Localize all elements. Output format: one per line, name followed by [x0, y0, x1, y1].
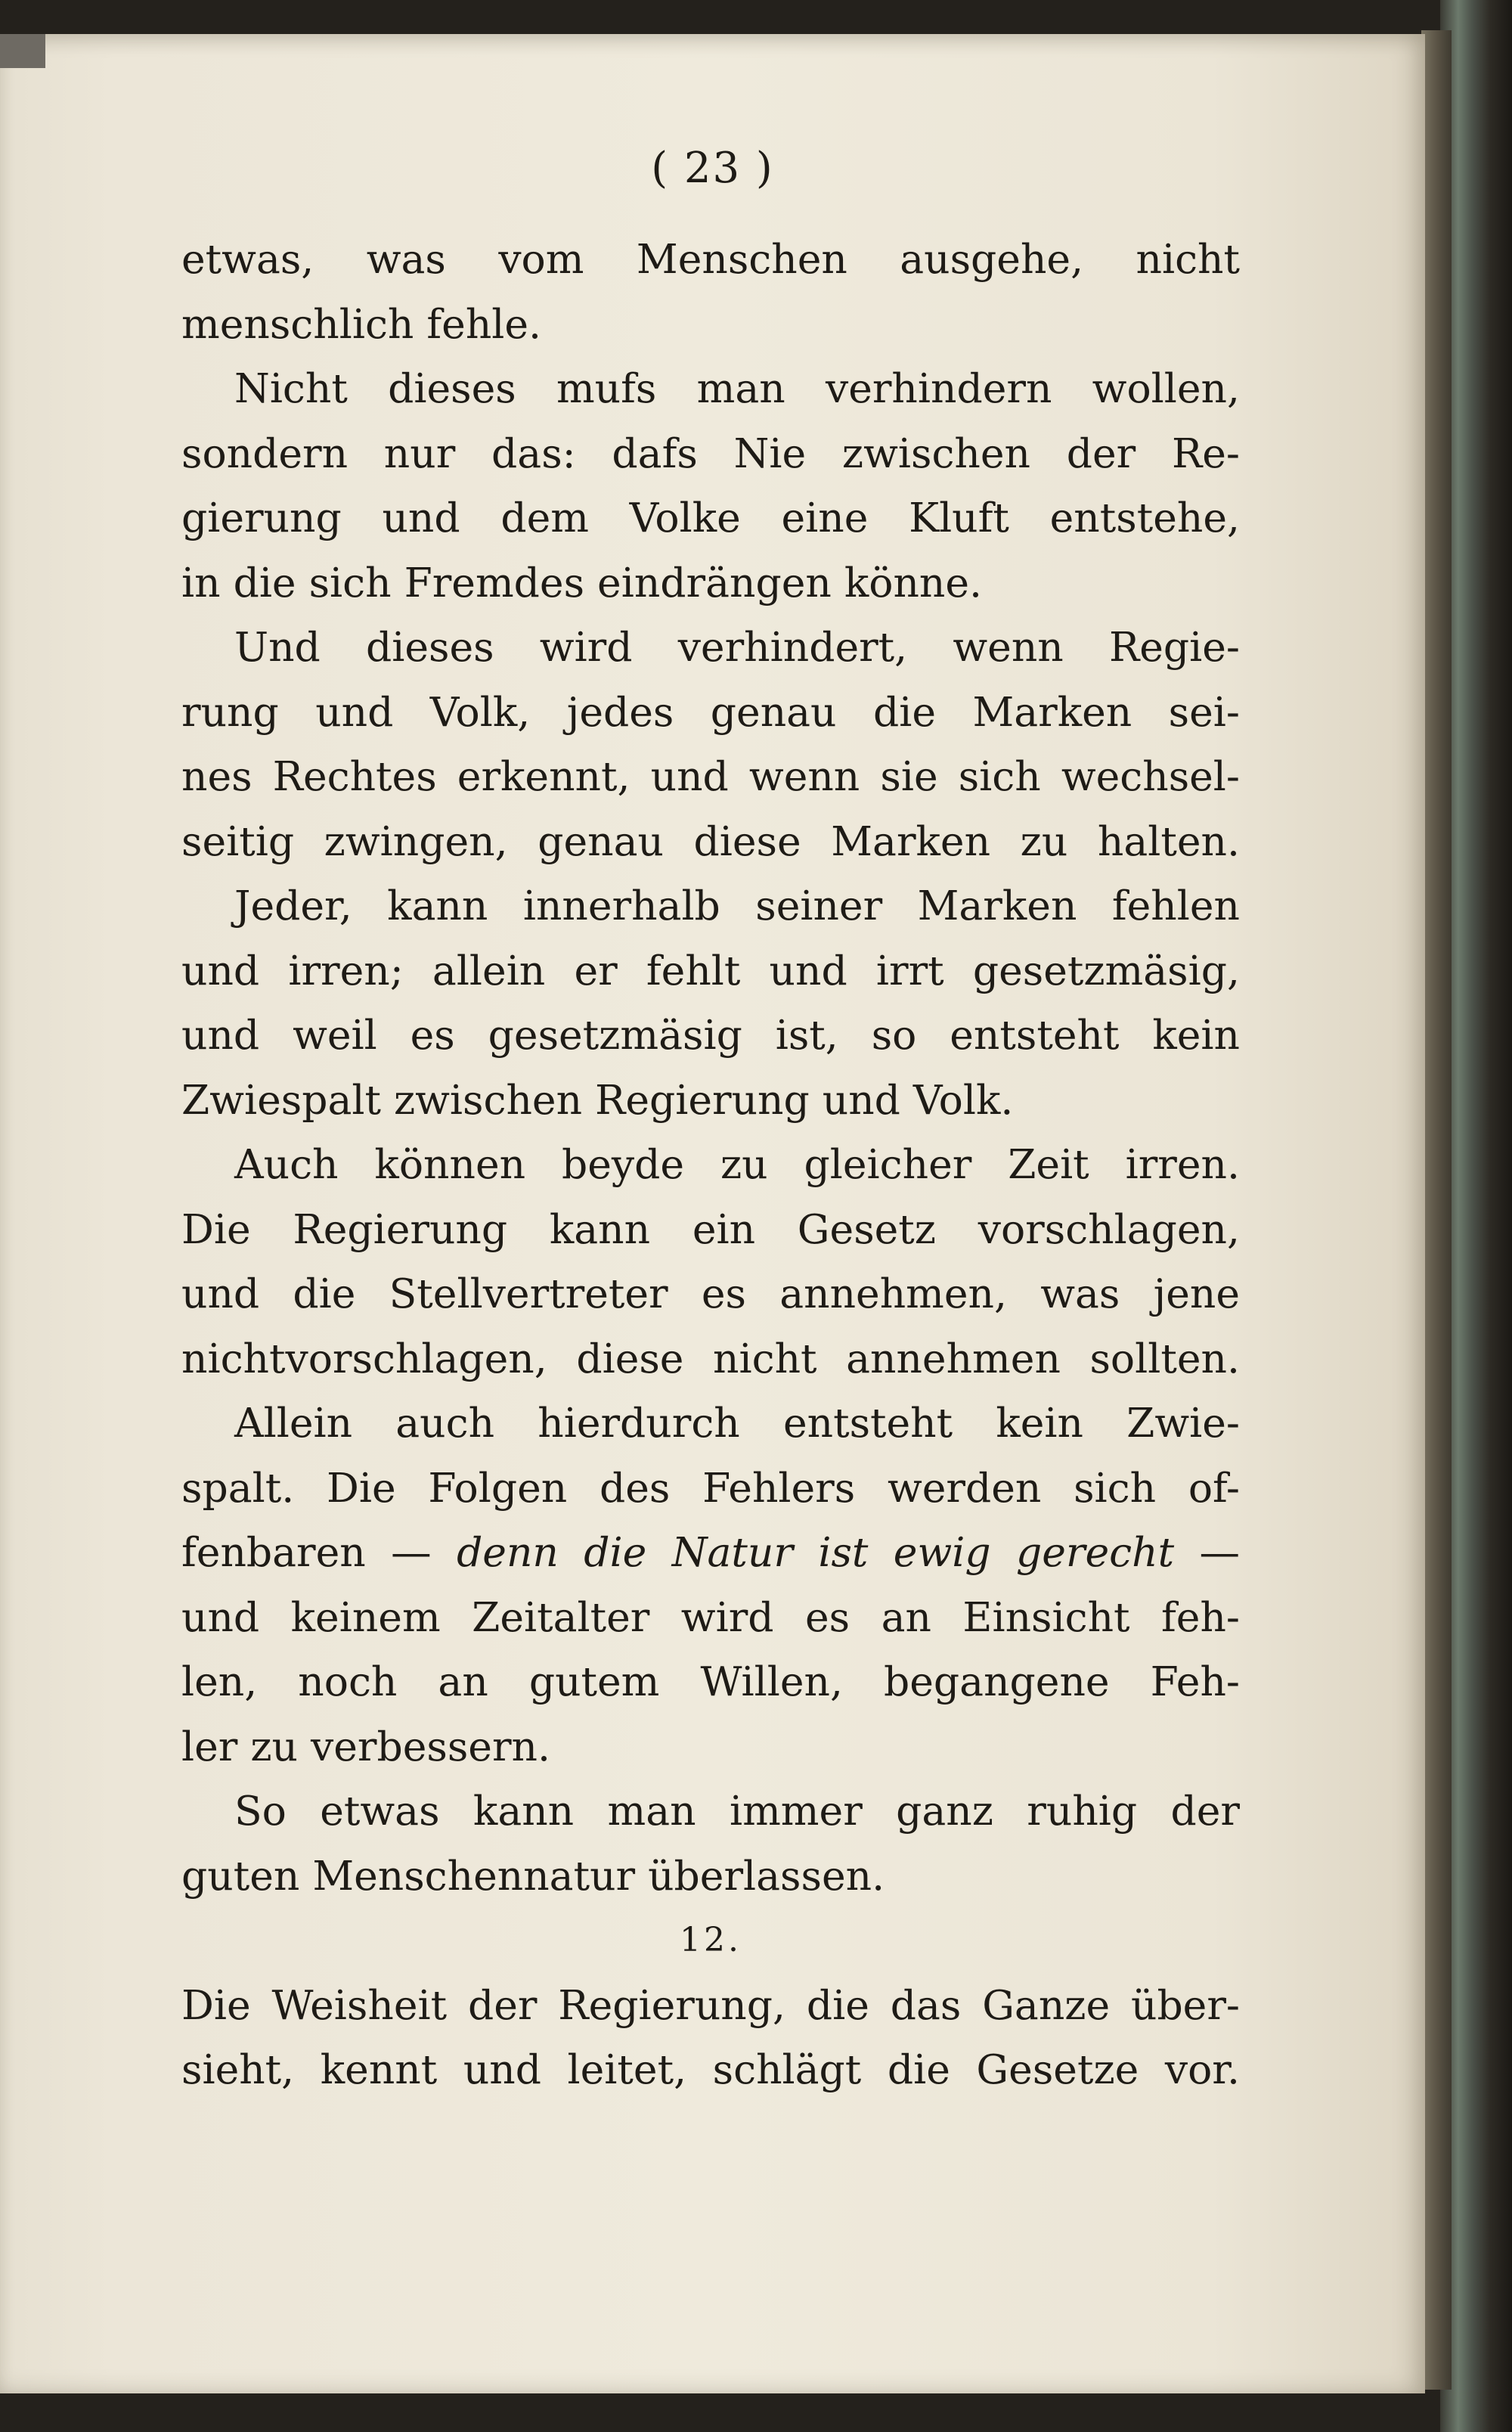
text-line: Allein auch hierdurch entsteht kein Zwie-	[234, 1399, 1240, 1447]
text-line: nes Rechtes erkennt, und wenn sie sich wechsel-	[181, 752, 1240, 800]
text-line: sieht, kennt und leitet, schlägt die Gesetze vor.	[181, 2046, 1240, 2093]
text-line: Jeder, kann innerhalb seiner Marken fehlen	[234, 882, 1240, 929]
text-line: und weil es gesetzmäsig ist, so entsteht kein	[181, 1011, 1240, 1059]
scan-corner	[0, 34, 45, 68]
italic-phrase: denn die Natur ist ewig gerecht	[457, 1528, 1175, 1576]
page-edge-shadow	[1421, 30, 1452, 2390]
section-number: 12.	[680, 1921, 742, 1959]
text-line: und irren; allein er fehlt und irrt gesetzmäsig,	[181, 946, 1240, 994]
text-line: ler zu verbessern.	[181, 1722, 550, 1770]
text-line: Nicht dieses mufs man verhindern wollen,	[234, 364, 1240, 412]
text-line: Die Weisheit der Regierung, die das Ganze über-	[181, 1981, 1240, 2029]
page-number: ( 23 )	[651, 144, 774, 193]
text-line: guten Menschennatur überlassen.	[181, 1851, 885, 1900]
text-line: So etwas kann man immer ganz ruhig der	[234, 1787, 1240, 1835]
text-line: Die Regierung kann ein Gesetz vorschlagen,	[181, 1205, 1240, 1253]
text-line-suffix: —	[1174, 1528, 1240, 1576]
text-line: Auch können beyde zu gleicher Zeit irren.	[234, 1140, 1240, 1188]
text-line-prefix: fenbaren —	[181, 1528, 457, 1576]
text-line: len, noch an gutem Willen, begangene Feh-	[181, 1658, 1240, 1705]
page-text	[181, 227, 1240, 2102]
text-line: und die Stellvertreter es annehmen, was jene	[181, 1270, 1240, 1317]
text-line: seitig zwingen, genau diese Marken zu halten.	[181, 817, 1240, 865]
text-line: Und dieses wird verhindert, wenn Regie-	[234, 623, 1240, 671]
text-line: rung und Volk, jedes genau die Marken sei-	[181, 687, 1240, 736]
text-line: spalt. Die Folgen des Fehlers werden sich of-	[181, 1463, 1240, 1512]
text-line: und keinem Zeitalter wird es an Einsicht feh-	[181, 1593, 1240, 1641]
text-line: gierung und dem Volke eine Kluft entstehe,	[181, 494, 1240, 541]
text-line: sondern nur das: dafs Nie zwischen der Re-	[181, 429, 1240, 477]
text-line: etwas, was vom Menschen ausgehe, nicht	[181, 235, 1240, 283]
text-line: nichtvorschlagen, diese nicht annehmen sollten.	[181, 1334, 1240, 1382]
text-line: Zwiespalt zwischen Regierung und Volk.	[181, 1075, 1014, 1124]
text-line: in die sich Fremdes eindrängen könne.	[181, 558, 983, 606]
text-line: menschlich fehle.	[181, 299, 542, 348]
text-line-with-italic	[181, 1520, 1240, 1585]
